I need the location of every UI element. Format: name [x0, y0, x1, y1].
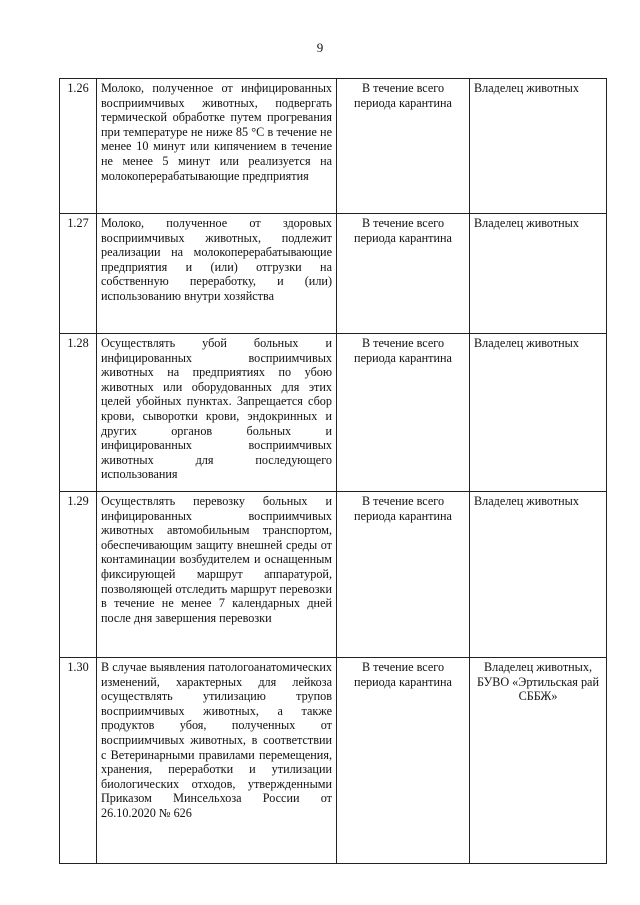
- term-cell: В течение всего периода карантина: [337, 492, 470, 658]
- responsible-cell: Владелец животных, БУВО «Эртильская рай СББЖ»: [470, 658, 607, 864]
- term-cell: В течение всего периода карантина: [337, 658, 470, 864]
- measure-text: Осуществлять перевозку больных и инфицированных восприимчивых животных автомобильным транспортом, обеспечивающим защиту внешней среды от контаминации возбудителем и оснащенным фиксирующей маршрут аппаратурой, позволяющей отследить маршрут перевозки в течение не менее 7 календарных дней после дня завершения перевозки: [97, 492, 337, 658]
- table-row: [60, 334, 607, 492]
- row-number: 1.28: [60, 334, 97, 492]
- responsible-cell: Владелец животных: [470, 492, 607, 658]
- term-cell: В течение всего периода карантина: [337, 79, 470, 214]
- responsible-cell: Владелец животных: [470, 79, 607, 214]
- row-number: 1.29: [60, 492, 97, 658]
- measure-text: Молоко, полученное от инфицированных восприимчивых животных, подвергать термической обработке путем прогревания при температуре не ниже 85 °С в течение не менее 10 минут или кипячением в течение не менее 5 минут или реализуется на молокоперерабатывающие предприятия: [97, 79, 337, 214]
- table-row: [60, 492, 607, 658]
- term-cell: В течение всего периода карантина: [337, 214, 470, 334]
- row-number: 1.30: [60, 658, 97, 864]
- table-row: [60, 214, 607, 334]
- page-number: 9: [316, 40, 324, 55]
- row-number: 1.27: [60, 214, 97, 334]
- responsible-cell: Владелец животных: [470, 334, 607, 492]
- term-cell: В течение всего периода карантина: [337, 334, 470, 492]
- table-row: [60, 658, 607, 864]
- table-row: [60, 79, 607, 214]
- responsible-cell: Владелец животных: [470, 214, 607, 334]
- row-number: 1.26: [60, 79, 97, 214]
- measure-text: Осуществлять убой больных и инфицированных восприимчивых животных на предприятиях по убою животных или оборудованных для этих целей убойных пунктах. Запрещается сбор крови, сыворотки крови, эндокринных и других органов больных и инфицированных восприимчивых животных для последующего использования: [97, 334, 337, 492]
- measures-table: [59, 78, 607, 864]
- measure-text: В случае выявления патологоанатомических изменений, характерных для лейкоза осуществлять утилизацию трупов восприимчивых животных, а также продуктов убоя, полученных от восприимчивых животных, в соответствии с Ветеринарными правилами перемещения, хранения, переработки и утилизации биологических отходов, утвержденными Приказом Минсельхоза России от 26.10.2020 № 626: [97, 658, 337, 864]
- measure-text: Молоко, полученное от здоровых восприимчивых животных, подлежит реализации на молокоперерабатывающие предприятия и (или) отгрузки на собственную переработку, и (или) использованию внутри хозяйства: [97, 214, 337, 334]
